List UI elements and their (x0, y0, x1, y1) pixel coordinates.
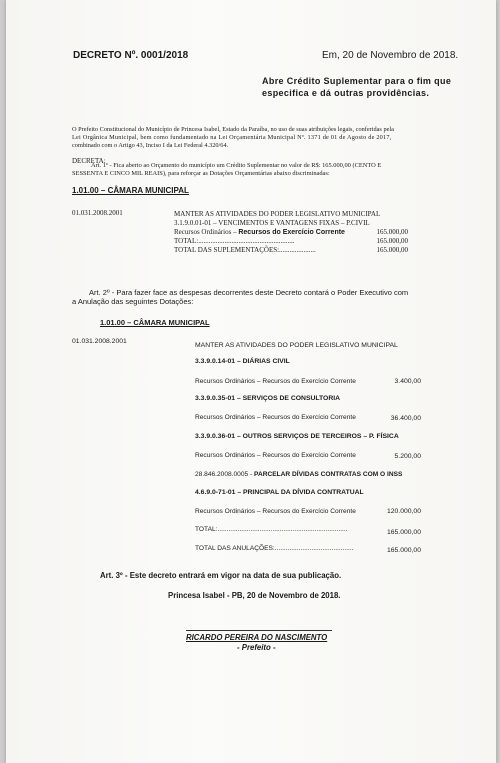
art1-resource (174, 228, 345, 236)
decree-date: Em, 20 de Novembro de 2018. (322, 50, 459, 61)
art2-program-code: 28.846.2008.0005 - (195, 471, 255, 478)
art1-element: 3.1.9.0.01-01 – VENCIMENTOS E VANTAGENS FIXAS – P.CIVIL (174, 219, 370, 227)
signatory-role: - Prefeito - (237, 643, 276, 652)
art1-total-value: 165.000,00 (376, 237, 408, 245)
decreta-label: DECRETA: (72, 157, 106, 165)
art2-debt-element: 4.6.9.0-71-01 – PRINCIPAL DA DÍVIDA CONTRATUAL (195, 489, 364, 496)
art2-line2: a Anulação das seguintes Dotações: (72, 297, 194, 306)
signature-line (186, 630, 332, 631)
preamble-line3: combinado com o Artigo 43, Inciso I da Lei Federal 4.320/64. (72, 142, 229, 149)
art2-line1: Art. 2º - Para fazer face as despesas decorrentes deste Decreto contará o Poder Executivo com (89, 288, 409, 297)
art1-line2: SESSENTA E CINCO MIL REAIS), para reforçar as Dotações Orçamentárias abaixo discriminadas: (72, 170, 330, 177)
art2-activity: MANTER AS ATIVIDADES DO PODER LEGISLATIVO MUNICIPAL (195, 342, 398, 349)
art2-resource-3: Recursos Ordinários – Recursos do Exercício Corrente (195, 452, 356, 459)
art2-program (195, 471, 402, 478)
preamble-line2: Lei Orgânica Municipal, bem como fundamentado na Lei Orçamentária Municipal Nº. 1371 de 01 de Agosto de 2017, (72, 134, 392, 141)
decree-summary-line1: Abre Crédito Suplementar para o fim que (262, 76, 452, 86)
art2-value-1: 3.400,00 (394, 378, 421, 385)
art1-resource-value: 165.000,00 (376, 228, 408, 236)
art2-value-3: 5.200,00 (394, 453, 421, 460)
art1-activity: MANTER AS ATIVIDADES DO PODER LEGISLATIVO MUNICIPAL (174, 210, 381, 218)
art2-anul-value: 165.000,00 (386, 547, 421, 554)
art1-unit: 1.01.00 – CÂMARA MUNICIPAL (72, 186, 189, 195)
art2-code: 01.031.2008.2001 (72, 338, 127, 345)
art1-supl-value: 165.000,00 (376, 246, 408, 254)
art2-total-value: 165.000,00 (386, 529, 421, 536)
art2-value-2: 36.400,00 (390, 415, 421, 422)
art2-program-name: PARCELAR DÍVIDAS CONTRATAS COM O INSS (254, 471, 403, 478)
art1-total-label: TOTAL:....................................................... (174, 237, 295, 245)
art2-unit: 1.01.00 – CÂMARA MUNICIPAL (100, 318, 210, 327)
preamble-line1: O Prefeito Constitucional do Município de Princesa Isabel, Estado da Paraíba, no uso de suas atribuições legais, conferidas pela (72, 126, 394, 133)
art1-supl-label: TOTAL DAS SUPLEMENTAÇÕES:..................... (174, 246, 316, 254)
art2-element-1: 3.3.9.0.14-01 – DIÁRIAS CIVIL (195, 358, 290, 365)
art2-element-2: 3.3.9.0.35-01 – SERVIÇOS DE CONSULTORIA (195, 395, 341, 402)
art2-element-3: 3.3.9.0.36-01 – OUTROS SERVIÇOS DE TERCEIROS – P. FÍSICA (195, 433, 399, 440)
art1-code: 01.031.2008.2001 (72, 209, 123, 217)
art2-total-label: TOTAL:....................................................................... (195, 526, 348, 533)
decree-number: DECRETO Nº. 0001/2018 (73, 50, 189, 61)
place-date: Princesa Isabel - PB, 20 de Novembro de 2018. (168, 591, 341, 600)
art2-resource-2: Recursos Ordinários – Recursos do Exercício Corrente (195, 414, 356, 421)
signatory-name: RICARDO PEREIRA DO NASCIMENTO (186, 633, 328, 642)
art3-text: Art. 3º - Este decreto entrará em vigor na data de sua publicação. (100, 571, 342, 580)
art1-line1: Art. 1º - Fica aberto ao Orçamento do município um Crédito Suplementar no valor de R$: 165.000,00 (CENTO E (91, 162, 382, 169)
art2-debt-resource: Recursos Ordinários – Recursos do Exercício Corrente (195, 508, 356, 515)
art2-debt-value: 120.000,00 (386, 508, 421, 515)
art1-resource-bold: Recursos do Exercício Corrente (238, 229, 345, 236)
art2-resource-1: Recursos Ordinários – Recursos do Exercício Corrente (195, 378, 356, 385)
art1-resource-prefix: Recursos Ordinários – (174, 228, 239, 236)
art2-anul-label: TOTAL DAS ANULAÇÕES:........................................... (195, 545, 354, 552)
decree-summary-line2: especifica e dá outras providências. (262, 88, 430, 98)
